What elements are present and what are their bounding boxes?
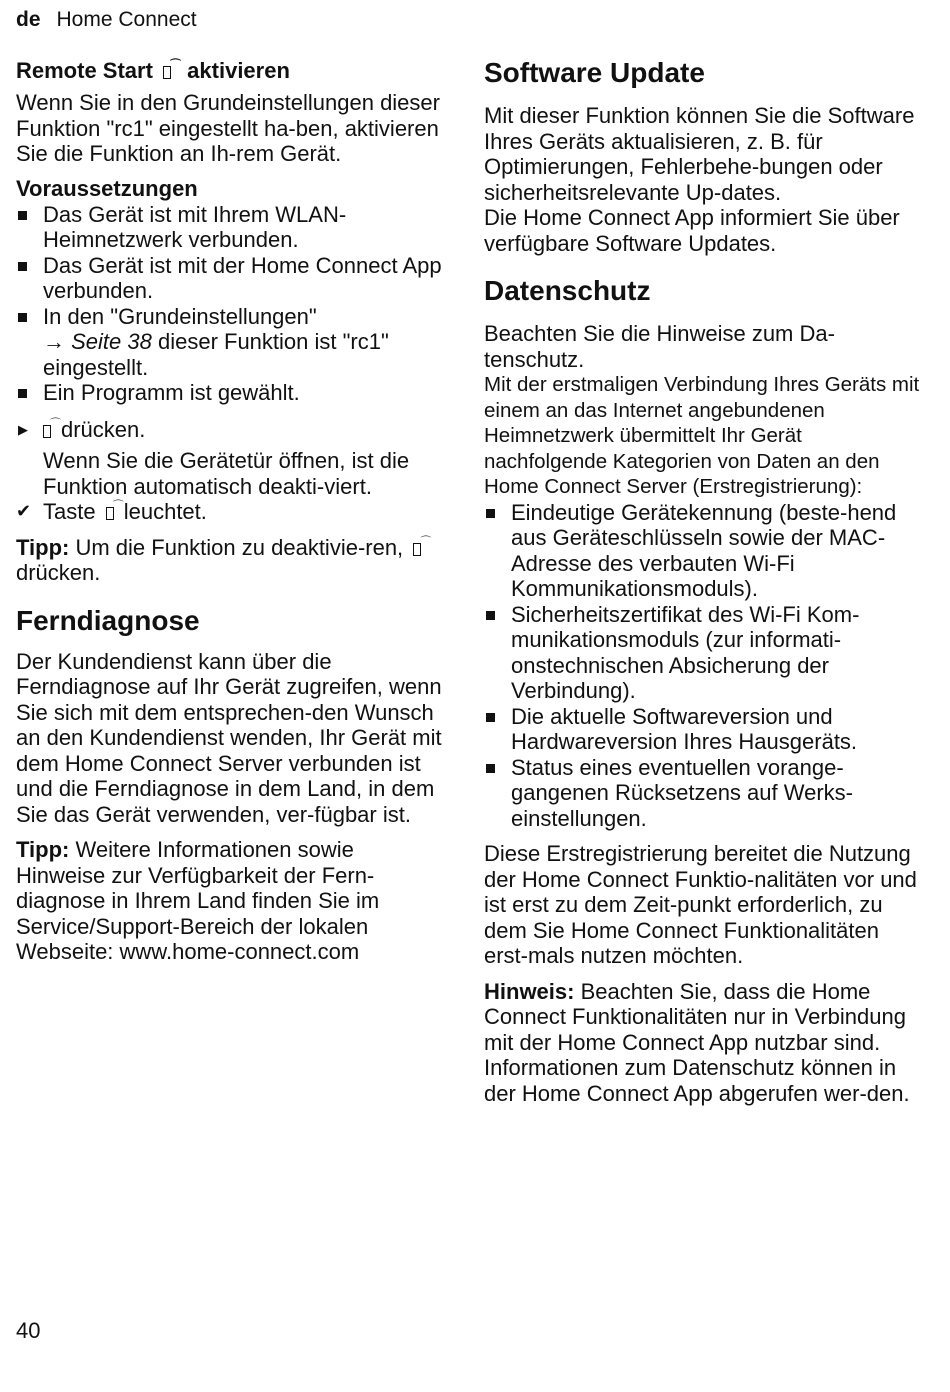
- remote-start-icon: ⌒: [163, 63, 175, 80]
- erstregistrierung-text: Diese Erstregistrierung bereitet die Nutzung der Home Connect Funktio-nalitäten vor und ist erst zu dem Zeit-punkt erforderlich, zu dem Sie Home Connect Funktionalitäten erst-mals nutzen möchten.: [484, 841, 917, 968]
- bullet-square-icon: [486, 764, 495, 773]
- datenschutz-intro: Beachten Sie die Hinweise zum Da-tenschutz.: [484, 321, 835, 372]
- data-categories-list: [484, 500, 924, 832]
- voraussetzungen-heading: Voraussetzungen: [16, 175, 198, 201]
- tip-ferndiagnose: Tipp: Weitere Informationen sowie Hinweise zur Verfügbarkeit der Fern-diagnose in Ihrem Land finden Sie im Service/Support-Bereich der lokalen Webseite: www.home-connect.com: [16, 837, 380, 964]
- remote-start-icon: ⌒: [106, 504, 118, 521]
- bullet-square-icon: [18, 389, 27, 398]
- list-item: Das Gerät ist mit Ihrem WLAN-Heimnetzwerk verbunden.: [16, 202, 446, 253]
- step-result: ✔ Taste ⌒ leuchtet.: [16, 499, 207, 524]
- ferndiagnose-text: Der Kundendienst kann über die Ferndiagnose auf Ihr Gerät zugreifen, wenn Sie sich mit dem entsprechen-den Wunsch an den Kundendienst wenden, Ihr Gerät mit dem Home Connect Server verbunden ist und die Ferndiagnose in dem Land, in dem Sie das Gerät verwenden, ver-fügbar ist.: [16, 648, 442, 827]
- software-update-heading: Software Update: [484, 57, 705, 88]
- tip-deactivate: Tipp: Um die Funktion zu deaktivie-ren, ⌒ drücken.: [16, 534, 432, 585]
- software-update-app-info: Die Home Connect App informiert Sie über verfügbare Software Updates.: [484, 205, 900, 256]
- step-triangle-icon: ▶: [18, 421, 28, 437]
- remote-start-heading: Remote Start ⌒ aktivieren: [16, 58, 290, 83]
- remote-start-icon: ⌒: [43, 422, 55, 439]
- bullet-square-icon: [486, 509, 495, 518]
- language-code: de: [16, 8, 41, 31]
- bullet-square-icon: [18, 211, 27, 220]
- datenschutz-registration: Mit der erstmaligen Verbindung Ihres Geräts mit einem an das Internet angebundenen Heimnetzwerk übermittelt Ihr Gerät nachfolgende Kategorien von Daten an den Home Connect Server (Erstregistrierung):: [484, 373, 920, 498]
- hinweis-text: Hinweis: Beachten Sie, dass die Home Connect Funktionalitäten nur in Verbindung mit der Home Connect App nutzbar sind. Informationen zum Datenschutz können in der Home Connect App abgerufen wer-den.: [484, 978, 910, 1106]
- bullet-square-icon: [486, 611, 495, 620]
- bullet-square-icon: [18, 262, 27, 271]
- header-section-title: Home Connect: [56, 8, 197, 31]
- arrow-right-icon: →: [43, 329, 65, 354]
- list-item: Die aktuelle Softwareversion und Hardwareversion Ihres Hausgeräts.: [484, 704, 924, 755]
- ferndiagnose-heading: Ferndiagnose: [16, 604, 200, 636]
- datenschutz-heading: Datenschutz: [484, 275, 651, 306]
- step-note: Wenn Sie die Gerätetür öffnen, ist die Funktion automatisch deakti-viert.: [43, 448, 410, 499]
- list-item: Status eines eventuellen vorange-gangenen Rücksetzens auf Werks-einstellungen.: [484, 755, 924, 832]
- list-item: Eindeutige Gerätekennung (beste-hend aus Geräteschlüsseln sowie der MAC-Adresse des verbauten Wi-Fi Kommunikationsmoduls).: [484, 500, 924, 602]
- page-header: [16, 8, 197, 32]
- right-column: [484, 56, 924, 1106]
- bullet-square-icon: [486, 713, 495, 722]
- left-column: [16, 56, 446, 965]
- remote-start-icon: ⌒: [413, 540, 425, 557]
- requirements-list: [16, 202, 446, 406]
- list-item: Sicherheitszertifikat des Wi-Fi Kom-munikationsmoduls (zur informati-onstechnischen Absicherung der Verbindung).: [484, 602, 924, 704]
- page-reference-link[interactable]: Seite 38: [71, 329, 152, 354]
- remote-start-intro: Wenn Sie in den Grundeinstellungen dieser Funktion "rc1" eingestellt ha-ben, aktivieren Sie die Funktion an Ih-rem Gerät.: [16, 90, 440, 166]
- page-number: 40: [16, 1318, 41, 1343]
- list-item: In den "Grundeinstellungen" → Seite 38 dieser Funktion ist "rc1" eingestellt.: [16, 304, 446, 381]
- list-item: Das Gerät ist mit der Home Connect App verbunden.: [16, 253, 446, 304]
- step-action: ▶ ⌒ drücken.: [18, 416, 146, 442]
- bullet-square-icon: [18, 313, 27, 322]
- checkmark-icon: ✔: [16, 501, 32, 521]
- software-update-text: Mit dieser Funktion können Sie die Software Ihres Geräts aktualisieren, z. B. für Optimierungen, Fehlerbehe-bungen oder sicherheitsrelevante Up-dates.: [484, 103, 915, 205]
- list-item: Ein Programm ist gewählt.: [16, 380, 446, 406]
